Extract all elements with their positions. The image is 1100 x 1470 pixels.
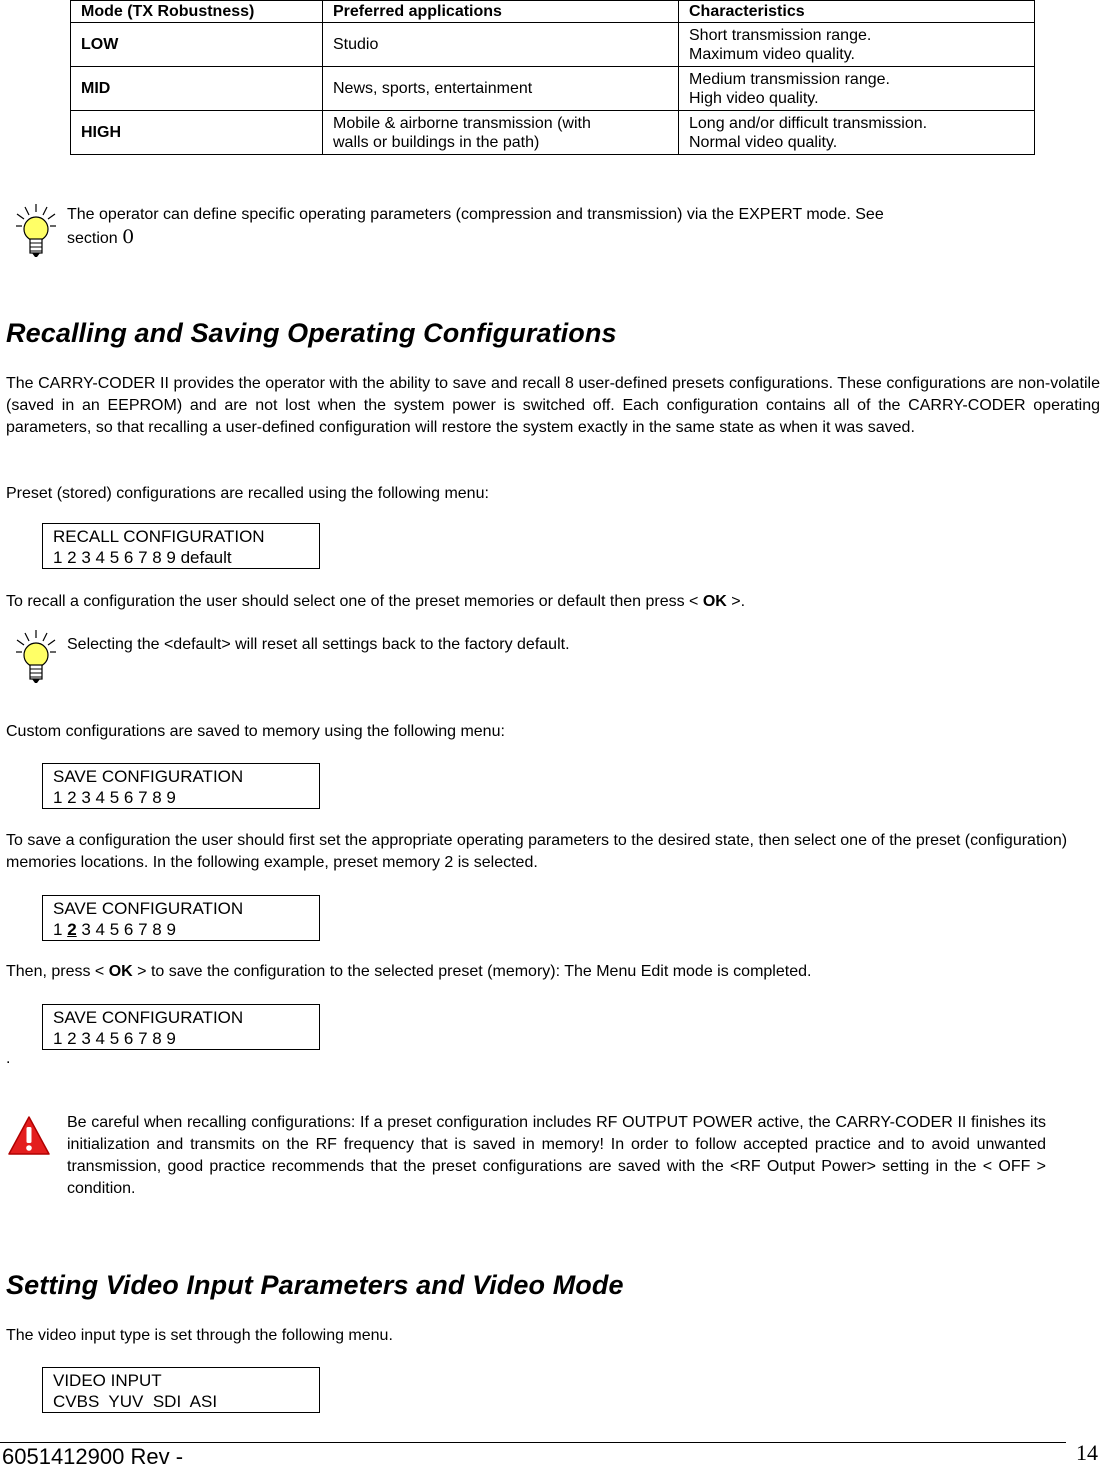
ok-key-label: OK [108, 963, 133, 980]
applications-cell [323, 111, 679, 155]
save-lead-text: Custom configurations are saved to memory using the following menu: [6, 723, 505, 740]
column-header: Characteristics [679, 1, 1035, 23]
menu-title: SAVE CONFIGURATION [53, 767, 244, 786]
save-confirm-instruction [6, 961, 1100, 983]
table-row [71, 111, 1035, 155]
section-reference: 0 [122, 226, 135, 248]
section-heading: Recalling and Saving Operating Configurations [6, 318, 617, 348]
characteristics-line: Medium transmission range. [689, 70, 890, 88]
save-configuration-menu-selected [42, 895, 320, 941]
warning-icon [7, 1115, 51, 1157]
menu-title: RECALL CONFIGURATION [53, 527, 265, 546]
selected-preset: 2 [67, 920, 77, 939]
characteristics-line: Normal video quality. [689, 133, 838, 151]
instruction-text: Then, press < [6, 963, 109, 980]
document-number: 6051412900 Rev - [2, 1444, 184, 1469]
menu-option-text: 1 [53, 920, 68, 939]
lightbulb-icon [16, 202, 56, 274]
tip-text: section [67, 230, 123, 247]
mode-cell: LOW [71, 23, 323, 67]
menu-title: SAVE CONFIGURATION [53, 899, 244, 918]
save-configuration-menu [42, 763, 320, 809]
intro-paragraph: The CARRY-CODER II provides the operator with the ability to save and recall 8 user-defined presets configurations. These configurations are non-volatile (saved in an EEPROM) and are not lost when the system power is switched off. Each configuration contains all of the CARRY-CODER operating parameters, so that recalling a user-defined configuration will restore the system exactly in the same state as when it was saved. [6, 375, 1100, 436]
save-instruction: To save a configuration the user should first set the appropriate operating parameters to the desired state, then select one of the preset (configuration) memories locations. In the following example, preset memory 2 is selected. [6, 832, 1068, 871]
tip-line [67, 226, 1077, 250]
tip-line: The operator can define specific operating parameters (compression and transmission) via the EXPERT mode. See [67, 206, 884, 223]
menu-title: SAVE CONFIGURATION [53, 1008, 244, 1027]
video-input-menu [42, 1367, 320, 1413]
ok-key-label: OK [702, 593, 727, 610]
menu-option-text: 3 4 5 6 7 8 9 [76, 920, 176, 939]
instruction-text: To recall a configuration the user should select one of the preset memories or default then press < [6, 593, 703, 610]
tip-note: Selecting the <default> will reset all settings back to the factory default. [67, 636, 570, 653]
menu-options [53, 919, 319, 940]
characteristics-line: Maximum video quality. [689, 45, 855, 63]
save-configuration-menu-done [42, 1004, 320, 1050]
warning-note: Be careful when recalling configurations: If a preset configuration includes RF OUTPUT POWER active, the CARRY-CODER II finishes its initialization and transmits on the RF frequency that is saved in memory! In order to follow accepted practice and to avoid unwanted transmission, good practice recommends that the preset configurations are saved with the <RF Output Power> setting in the < OFF > condition. [67, 1114, 1046, 1197]
mode-cell: MID [71, 67, 323, 111]
mode-table [70, 0, 1035, 155]
mode-cell: HIGH [71, 111, 323, 155]
characteristics-cell [679, 111, 1035, 155]
menu-title: VIDEO INPUT [53, 1371, 162, 1390]
page-number: 14 [1076, 1440, 1098, 1465]
instruction-text: > to save the configuration to the selected preset (memory): The Menu Edit mode is completed. [132, 963, 812, 980]
table-header-row [71, 1, 1035, 23]
footer-divider [0, 1442, 1066, 1443]
applications-cell: News, sports, entertainment [323, 67, 679, 111]
characteristics-line: Long and/or difficult transmission. [689, 114, 928, 132]
menu-options: 1 2 3 4 5 6 7 8 9 default [53, 548, 232, 567]
applications-line: walls or buildings in the path) [333, 133, 540, 151]
stray-period: . [6, 1050, 11, 1067]
recall-lead-text: Preset (stored) configurations are recalled using the following menu: [6, 485, 489, 502]
tip-note [67, 204, 1077, 250]
table-row [71, 67, 1035, 111]
menu-options: CVBS YUV SDI ASI [53, 1392, 218, 1411]
menu-options: 1 2 3 4 5 6 7 8 9 [53, 788, 176, 807]
instruction-text: >. [726, 593, 746, 610]
characteristics-cell [679, 67, 1035, 111]
section-heading: Setting Video Input Parameters and Video Mode [6, 1270, 624, 1300]
column-header: Mode (TX Robustness) [71, 1, 323, 23]
recall-instruction [6, 591, 1100, 613]
lightbulb-icon [16, 628, 56, 700]
characteristics-line: Short transmission range. [689, 26, 872, 44]
recall-configuration-menu [42, 523, 320, 569]
column-header: Preferred applications [323, 1, 679, 23]
menu-options: 1 2 3 4 5 6 7 8 9 [53, 1029, 176, 1048]
characteristics-line: High video quality. [689, 89, 819, 107]
characteristics-cell [679, 23, 1035, 67]
applications-line: Mobile & airborne transmission (with [333, 114, 591, 132]
video-input-lead: The video input type is set through the following menu. [6, 1327, 393, 1344]
applications-cell: Studio [323, 23, 679, 67]
table-row [71, 23, 1035, 67]
